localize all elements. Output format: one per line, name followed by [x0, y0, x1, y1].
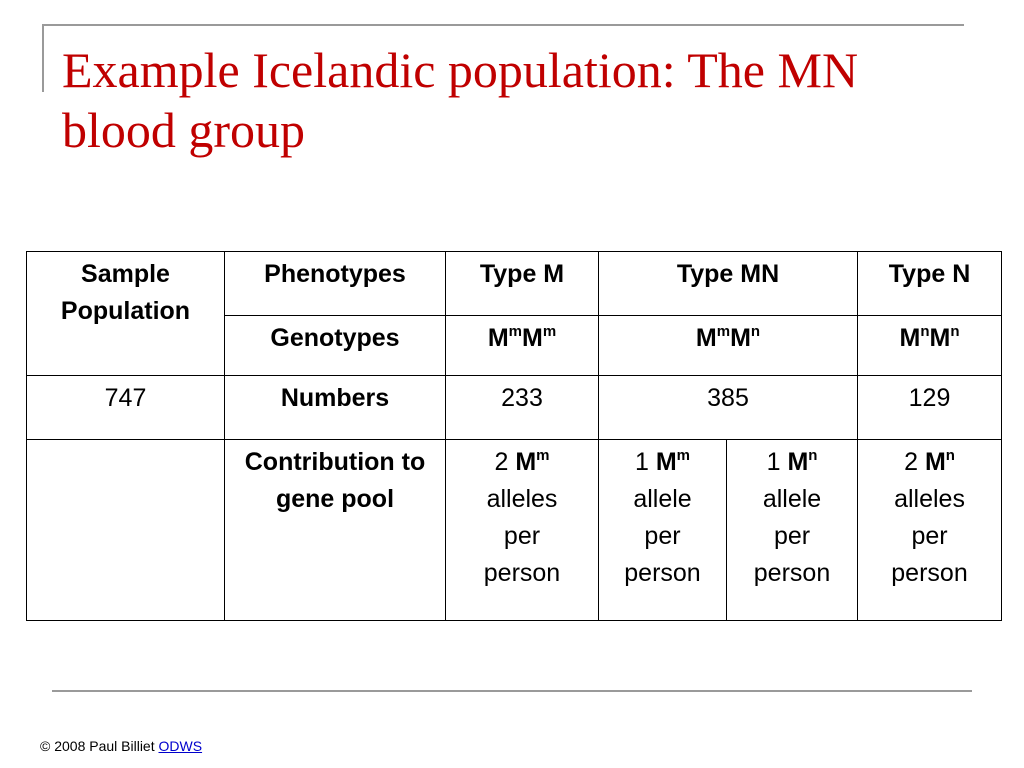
frame-left-line	[42, 24, 44, 92]
sample-population-header: Sample Population	[27, 252, 225, 376]
numbers-label: Numbers	[225, 376, 446, 440]
genotypes-label: Genotypes	[225, 316, 446, 376]
frame-top-line	[42, 24, 964, 26]
copyright-text: © 2008 Paul Billiet	[40, 738, 155, 754]
contribution-type-n: 2 $M^n$ alleles per person	[858, 440, 1002, 621]
table-row-contribution	[27, 440, 1002, 621]
footer-divider	[52, 690, 972, 692]
type-m-header: Type M	[446, 252, 599, 316]
mn-blood-group-table	[26, 251, 1002, 621]
number-type-mn: 385	[599, 376, 858, 440]
contribution-type-mn-n: 1 $M^n$ allele per person	[727, 440, 858, 621]
empty-cell	[27, 440, 225, 621]
sample-size-value: 747	[27, 376, 225, 440]
genotype-type-mn: $M^mM^n$	[599, 316, 858, 376]
genotype-type-m: $M^mM^m$	[446, 316, 599, 376]
table-row-numbers	[27, 376, 1002, 440]
genotype-type-n: $M^nM^n$	[858, 316, 1002, 376]
contribution-label: Contribution to gene pool	[225, 440, 446, 621]
contribution-type-m: 2 $M^m$ alleles per person	[446, 440, 599, 621]
table-row-phenotypes	[27, 252, 1002, 316]
type-n-header: Type N	[858, 252, 1002, 316]
footer	[40, 738, 202, 754]
slide-title: Example Icelandic population: The MN blood group	[62, 42, 859, 158]
phenotypes-label: Phenotypes	[225, 252, 446, 316]
type-mn-header: Type MN	[599, 252, 858, 316]
number-type-m: 233	[446, 376, 599, 440]
odws-link[interactable]: ODWS	[158, 738, 203, 754]
number-type-n: 129	[858, 376, 1002, 440]
contribution-type-mn-m: 1 $M^m$ allele per person	[599, 440, 727, 621]
